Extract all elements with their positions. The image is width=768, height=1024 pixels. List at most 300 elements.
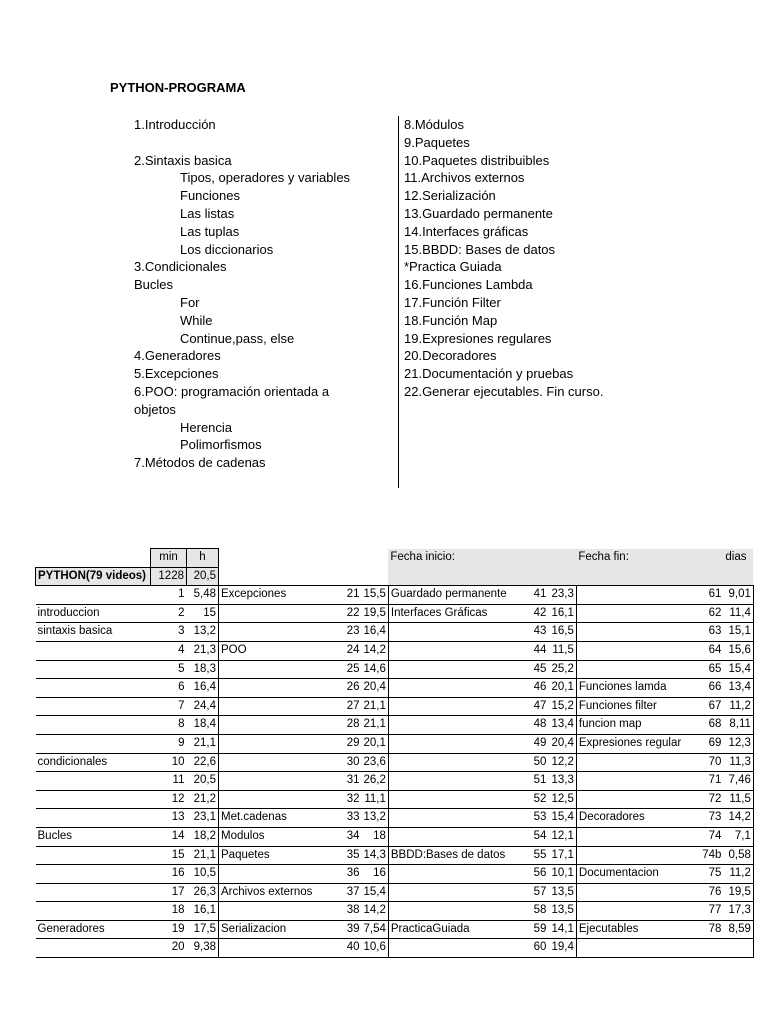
table-cell: 25,2 (548, 660, 576, 679)
table-cell: Bucles (36, 827, 151, 846)
table-cell: 37 (326, 883, 362, 902)
table-cell (576, 623, 693, 642)
table-cell: 13,4 (723, 679, 753, 698)
table-cell: 71 (693, 772, 723, 791)
table-cell (388, 660, 522, 679)
syllabus-item: 10.Paquetes distribuibles (404, 152, 550, 168)
table-cell: 14 (151, 827, 187, 846)
table-row (36, 697, 754, 716)
syllabus-item: 3.Condicionales (134, 259, 227, 275)
table-cell: 41 (522, 586, 548, 605)
table-cell: 69 (693, 734, 723, 753)
syllabus-item: 2.Sintaxis basica (134, 152, 232, 168)
table-cell: 25 (326, 660, 362, 679)
table-cell: 13,2 (187, 623, 219, 642)
table-cell: 18,4 (187, 716, 219, 735)
syllabus-item (134, 134, 392, 152)
table-cell: 72 (693, 790, 723, 809)
table-cell: 45 (522, 660, 548, 679)
table-cell: 11,2 (723, 865, 753, 884)
table-cell: 21 (326, 586, 362, 605)
table-row (36, 902, 754, 921)
table-cell: 16 (362, 865, 389, 884)
course-summary-label: PYTHON(79 videos) (36, 567, 151, 586)
table-cell: 13,2 (362, 809, 389, 828)
table-cell: 22 (326, 604, 362, 623)
table-cell (36, 549, 151, 568)
table-cell: 5 (151, 660, 187, 679)
fecha-fin-label: Fecha fin: (576, 549, 693, 568)
table-cell: 16,1 (187, 902, 219, 921)
syllabus-item: Bucles (134, 277, 174, 293)
table-cell (219, 772, 326, 791)
table-cell (36, 846, 151, 865)
table-cell: 67 (693, 697, 723, 716)
table-cell: 26,3 (187, 883, 219, 902)
table-cell: 49 (522, 734, 548, 753)
table-cell: 57 (522, 883, 548, 902)
table-cell: 70 (693, 753, 723, 772)
table-cell (522, 567, 548, 586)
table-cell: 56 (522, 865, 548, 884)
table-cell (388, 641, 522, 660)
table-cell (36, 697, 151, 716)
table-cell: 11,2 (723, 697, 753, 716)
table-cell: 15,4 (362, 883, 389, 902)
table-cell (362, 567, 389, 586)
table-cell: 14,2 (362, 641, 389, 660)
table-row (36, 586, 754, 605)
table-cell: 21,1 (362, 716, 389, 735)
table-cell: 20 (151, 939, 187, 958)
table-cell: 0,58 (723, 846, 753, 865)
table-cell: 5,48 (187, 586, 219, 605)
total-minutes: 1228 (151, 567, 187, 586)
table-cell: introduccion (36, 604, 151, 623)
table-cell: 12 (151, 790, 187, 809)
table-cell: 35 (326, 846, 362, 865)
table-cell (388, 734, 522, 753)
table-cell (36, 679, 151, 698)
table-cell: 10,6 (362, 939, 389, 958)
table-cell: 33 (326, 809, 362, 828)
table-cell (36, 790, 151, 809)
table-cell: 17 (151, 883, 187, 902)
table-cell: 11,5 (723, 790, 753, 809)
table-cell: 21,1 (187, 846, 219, 865)
syllabus-item: 18.Función Map (404, 312, 498, 328)
table-cell (388, 883, 522, 902)
table-cell: 3 (151, 623, 187, 642)
syllabus-item: 7.Métodos de cadenas (134, 455, 266, 471)
table-cell: 14,6 (362, 660, 389, 679)
table-cell: 50 (522, 753, 548, 772)
table-cell: 20,1 (362, 734, 389, 753)
table-cell: 7 (151, 697, 187, 716)
table-cell: 38 (326, 902, 362, 921)
table-cell (219, 679, 326, 698)
table-cell: 65 (693, 660, 723, 679)
table-cell: 11,5 (548, 641, 576, 660)
table-cell (388, 939, 522, 958)
table-cell (219, 902, 326, 921)
table-cell: 64 (693, 641, 723, 660)
table-cell: 44 (522, 641, 548, 660)
table-cell: 16,4 (187, 679, 219, 698)
table-cell: 19,5 (362, 604, 389, 623)
table-cell: Met.cadenas (219, 809, 326, 828)
table-cell: 66 (693, 679, 723, 698)
table-cell: 24 (326, 641, 362, 660)
table-cell: 18 (362, 827, 389, 846)
table-cell: 23,1 (187, 809, 219, 828)
table-cell: 40 (326, 939, 362, 958)
table-cell: 21,3 (187, 641, 219, 660)
table-cell: 18,2 (187, 827, 219, 846)
table-cell: 1 (151, 586, 187, 605)
table-cell: 15 (187, 604, 219, 623)
table-cell: 2 (151, 604, 187, 623)
table-cell (576, 753, 693, 772)
table-cell: 46 (522, 679, 548, 698)
table-cell (576, 586, 693, 605)
table-cell (219, 604, 326, 623)
table-cell: 23,3 (548, 586, 576, 605)
table-cell: 16 (151, 865, 187, 884)
column-divider (398, 116, 399, 488)
table-cell (36, 734, 151, 753)
table-cell (219, 716, 326, 735)
table-cell: 12,3 (723, 734, 753, 753)
table-cell: 74b (693, 846, 723, 865)
table-cell: 16,4 (362, 623, 389, 642)
syllabus-item: 22.Generar ejecutables. Fin curso. (404, 383, 604, 399)
table-cell: 26,2 (362, 772, 389, 791)
table-cell: Paquetes (219, 846, 326, 865)
table-cell: 19,4 (548, 939, 576, 958)
table-cell: 61 (693, 586, 723, 605)
table-cell: 48 (522, 716, 548, 735)
table-cell: 39 (326, 920, 362, 939)
table-cell: 76 (693, 883, 723, 902)
table-cell (219, 567, 326, 586)
table-row (36, 604, 754, 623)
table-cell (388, 753, 522, 772)
column-header-h: h (187, 549, 219, 568)
table-cell (36, 902, 151, 921)
table-cell: 15,5 (362, 586, 389, 605)
syllabus-item: Tipos, operadores y variables (180, 170, 351, 186)
table-cell: 24,4 (187, 697, 219, 716)
table-cell: 20,4 (548, 734, 576, 753)
table-cell (219, 790, 326, 809)
table-cell: 36 (326, 865, 362, 884)
table-cell: 17,1 (548, 846, 576, 865)
syllabus-item: Polimorfismos (180, 437, 262, 453)
table-cell: Documentacion (576, 865, 693, 884)
table-summary-row (36, 567, 754, 586)
table-cell: funcion map (576, 716, 693, 735)
table-cell (388, 809, 522, 828)
syllabus-item: 12.Serialización (404, 188, 496, 204)
syllabus-left-column (134, 116, 392, 472)
table-row (36, 641, 754, 660)
table-cell: Ejecutables (576, 920, 693, 939)
table-cell (36, 883, 151, 902)
syllabus-item: While (180, 312, 213, 328)
table-cell: 20,1 (548, 679, 576, 698)
table-cell: 52 (522, 790, 548, 809)
table-cell: 7,1 (723, 827, 753, 846)
table-cell: Decoradores (576, 809, 693, 828)
table-cell: 26 (326, 679, 362, 698)
table-cell: 22,6 (187, 753, 219, 772)
table-cell (388, 865, 522, 884)
table-cell (576, 939, 693, 958)
table-row (36, 790, 754, 809)
column-header-min: min (151, 549, 187, 568)
table-cell (219, 697, 326, 716)
table-cell (693, 567, 723, 586)
table-cell: 47 (522, 697, 548, 716)
table-row (36, 809, 754, 828)
table-row (36, 772, 754, 791)
table-cell: 21,2 (187, 790, 219, 809)
syllabus-item: 9.Paquetes (404, 134, 470, 150)
table-cell (388, 679, 522, 698)
table-cell: Funciones filter (576, 697, 693, 716)
table-cell: 34 (326, 827, 362, 846)
syllabus-item: Las tuplas (180, 223, 240, 239)
table-cell (362, 549, 389, 568)
table-cell: 14,1 (548, 920, 576, 939)
table-cell: BBDD:Bases de datos (388, 846, 522, 865)
table-cell: 75 (693, 865, 723, 884)
fecha-inicio-label: Fecha inicio: (388, 549, 522, 568)
table-cell: 7,54 (362, 920, 389, 939)
syllabus-item: Los diccionarios (180, 241, 274, 257)
table-cell: 62 (693, 604, 723, 623)
table-row (36, 753, 754, 772)
dias-label: dias (723, 549, 753, 568)
table-cell: 18 (151, 902, 187, 921)
table-cell: 15,2 (548, 697, 576, 716)
table-row (36, 716, 754, 735)
table-cell: 21,1 (187, 734, 219, 753)
video-duration-table (35, 548, 754, 958)
syllabus-item: 15.BBDD: Bases de datos (404, 241, 556, 257)
table-cell (693, 939, 723, 958)
table-cell: 15,4 (723, 660, 753, 679)
table-cell (693, 549, 723, 568)
table-cell: 59 (522, 920, 548, 939)
table-cell (576, 604, 693, 623)
table-cell (219, 660, 326, 679)
syllabus-item: 5.Excepciones (134, 366, 219, 382)
table-cell (388, 697, 522, 716)
table-cell: 32 (326, 790, 362, 809)
table-cell (576, 567, 693, 586)
table-cell (576, 827, 693, 846)
table-cell (36, 586, 151, 605)
table-cell: 54 (522, 827, 548, 846)
table-cell: 13,3 (548, 772, 576, 791)
table-row (36, 734, 754, 753)
syllabus-item: 4.Generadores (134, 348, 221, 364)
syllabus-item: Funciones (180, 188, 240, 204)
table-cell: 13 (151, 809, 187, 828)
table-cell: 31 (326, 772, 362, 791)
table-cell: 12,2 (548, 753, 576, 772)
table-cell (36, 660, 151, 679)
table-cell (388, 902, 522, 921)
table-row (36, 883, 754, 902)
table-cell (388, 567, 522, 586)
table-cell: 42 (522, 604, 548, 623)
table-cell: Generadores (36, 920, 151, 939)
table-cell: 12,5 (548, 790, 576, 809)
table-cell: 8 (151, 716, 187, 735)
table-cell: 13,4 (548, 716, 576, 735)
table-cell (219, 549, 326, 568)
table-cell: 58 (522, 902, 548, 921)
table-cell: 19,5 (723, 883, 753, 902)
table-row (36, 623, 754, 642)
table-cell: 4 (151, 641, 187, 660)
table-cell: 14,3 (362, 846, 389, 865)
table-cell: 9,38 (187, 939, 219, 958)
table-cell: condicionales (36, 753, 151, 772)
table-cell: 78 (693, 920, 723, 939)
table-cell: 77 (693, 902, 723, 921)
table-cell: 20,5 (187, 772, 219, 791)
table-cell: 21,1 (362, 697, 389, 716)
table-cell: Modulos (219, 827, 326, 846)
table-cell: 30 (326, 753, 362, 772)
table-cell (219, 939, 326, 958)
syllabus-item: 8.Módulos (404, 117, 464, 132)
table-cell: 28 (326, 716, 362, 735)
document-title: PYTHON-PROGRAMA (110, 80, 246, 95)
table-cell: 17,3 (723, 902, 753, 921)
table-row (36, 865, 754, 884)
table-cell: 11 (151, 772, 187, 791)
table-cell: 29 (326, 734, 362, 753)
table-cell: 15,4 (548, 809, 576, 828)
table-cell: 12,1 (548, 827, 576, 846)
table-cell: Serializacion (219, 920, 326, 939)
table-cell: 68 (693, 716, 723, 735)
table-cell: 43 (522, 623, 548, 642)
table-cell (388, 716, 522, 735)
table-cell (576, 641, 693, 660)
table-cell: 19 (151, 920, 187, 939)
table-cell: 8,59 (723, 920, 753, 939)
table-cell: Excepciones (219, 586, 326, 605)
table-cell (576, 902, 693, 921)
total-hours: 20,5 (187, 567, 219, 586)
table-cell (36, 809, 151, 828)
table-cell: PracticaGuiada (388, 920, 522, 939)
table-cell: 16,5 (548, 623, 576, 642)
syllabus-item: Continue,pass, else (180, 330, 295, 346)
table-cell: 60 (522, 939, 548, 958)
table-cell (36, 641, 151, 660)
syllabus-item: 17.Función Filter (404, 294, 501, 310)
table-row (36, 846, 754, 865)
table-cell (219, 623, 326, 642)
table-cell: 27 (326, 697, 362, 716)
table-cell (388, 772, 522, 791)
table-cell: 23,6 (362, 753, 389, 772)
table-cell: 20,4 (362, 679, 389, 698)
table-cell (219, 865, 326, 884)
syllabus-item: 20.Decoradores (404, 348, 497, 364)
table-cell: 55 (522, 846, 548, 865)
table-cell (36, 939, 151, 958)
syllabus-item: 11.Archivos externos (404, 170, 525, 186)
table-cell: 73 (693, 809, 723, 828)
table-cell (326, 567, 362, 586)
table-cell: Archivos externos (219, 883, 326, 902)
table-cell: 74 (693, 827, 723, 846)
table-cell (723, 939, 753, 958)
table-cell (548, 567, 576, 586)
table-cell: 51 (522, 772, 548, 791)
table-cell: 53 (522, 809, 548, 828)
table-cell (388, 623, 522, 642)
table-cell: 10,5 (187, 865, 219, 884)
table-cell: 11,1 (362, 790, 389, 809)
table-cell (36, 772, 151, 791)
table-cell (576, 790, 693, 809)
table-cell: 17,5 (187, 920, 219, 939)
table-cell: 9,01 (723, 586, 753, 605)
syllabus-item: For (180, 294, 200, 310)
table-cell: Expresiones regular (576, 734, 693, 753)
syllabus-item: *Practica Guiada (404, 259, 502, 275)
table-cell: 18,3 (187, 660, 219, 679)
table-cell: 15 (151, 846, 187, 865)
table-cell (576, 846, 693, 865)
table-cell (548, 549, 576, 568)
table-cell: 9 (151, 734, 187, 753)
table-cell (219, 753, 326, 772)
syllabus-item: Las listas (180, 205, 235, 221)
table-cell: 10 (151, 753, 187, 772)
table-cell: 10,1 (548, 865, 576, 884)
table-row (36, 920, 754, 939)
table-row (36, 660, 754, 679)
table-cell (576, 883, 693, 902)
syllabus-item: 21.Documentación y pruebas (404, 366, 574, 382)
table-cell: POO (219, 641, 326, 660)
table-cell (36, 716, 151, 735)
syllabus-item: 1.Introducción (134, 117, 216, 132)
table-cell: sintaxis basica (36, 623, 151, 642)
table-cell: 13,5 (548, 902, 576, 921)
table-cell: 16,1 (548, 604, 576, 623)
table-cell: 8,11 (723, 716, 753, 735)
table-cell: Interfaces Gráficas (388, 604, 522, 623)
table-cell: 6 (151, 679, 187, 698)
syllabus-item: 19.Expresiones regulares (404, 330, 552, 346)
table-header-row (36, 549, 754, 568)
table-cell (388, 827, 522, 846)
table-cell: Guardado permanente (388, 586, 522, 605)
syllabus-item: Herencia (180, 419, 233, 435)
table-row (36, 939, 754, 958)
